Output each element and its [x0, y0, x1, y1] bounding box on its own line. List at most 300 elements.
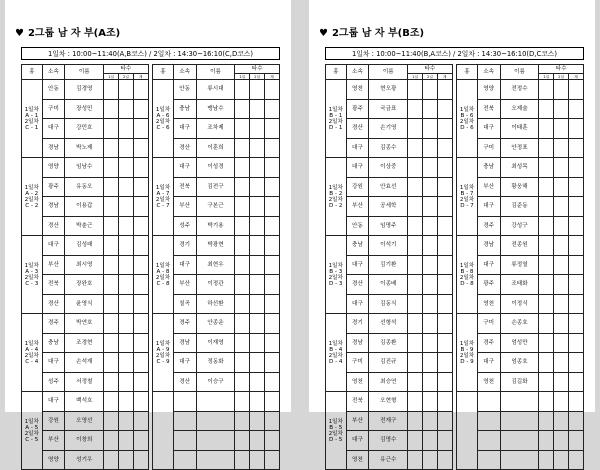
score-total-cell [569, 80, 584, 100]
player-region: 광주 [477, 275, 500, 295]
player-region: 부산 [477, 177, 500, 197]
player-name [196, 450, 235, 470]
score-day1-cell [539, 197, 554, 217]
score-total-cell [265, 80, 280, 100]
group-label-line: 2일차 [328, 352, 343, 359]
group-label-line: 2일차 [24, 118, 39, 125]
player-name: 엄종호 [500, 353, 539, 373]
player-region: 대구 [346, 138, 369, 158]
col-header-round1: 1일 [235, 74, 250, 80]
score-day2-cell [554, 197, 569, 217]
player-region: 경주 [477, 216, 500, 236]
score-day2-cell [119, 197, 134, 217]
player-region: 영천 [346, 450, 369, 470]
heart-icon: ♥ [15, 28, 24, 39]
header-row [22, 65, 280, 74]
score-day1-cell [539, 450, 554, 470]
score-day2-cell [554, 80, 569, 100]
player-region: 충남 [477, 158, 500, 178]
group-label-line: C - 4 [25, 358, 39, 365]
score-day2-cell [250, 158, 265, 178]
score-total-cell [265, 392, 280, 412]
player-name: 이승구 [196, 372, 235, 392]
player-name: 윤영식 [65, 294, 104, 314]
col-header-region: 소속 [346, 65, 369, 80]
player-region: 충남 [173, 99, 196, 119]
group-label-line: 2일차 [24, 274, 39, 281]
group-label-line: 1일차 [328, 106, 343, 113]
player-region: 대구 [346, 294, 369, 314]
player-name: 공세학 [369, 197, 408, 217]
player-region: 전북 [346, 392, 369, 412]
score-day1-cell [235, 197, 250, 217]
score-day2-cell [554, 314, 569, 334]
score-day1-cell [235, 372, 250, 392]
score-day2-cell [423, 431, 438, 451]
score-total-cell [133, 372, 148, 392]
group-label-line: 1일차 [459, 184, 475, 191]
player-region: 안동 [42, 80, 65, 100]
score-day2-cell [423, 216, 438, 236]
score-day2-cell [554, 392, 569, 412]
player-region: 강원 [42, 411, 65, 431]
player-region: 영양 [42, 158, 65, 178]
group-label [153, 314, 174, 392]
col-header-total: 계 [133, 74, 148, 80]
group-label-line: B - 8 [460, 268, 474, 275]
score-day1-cell [408, 177, 423, 197]
col-header-region: 소속 [173, 65, 196, 80]
player-region: 광주 [42, 177, 65, 197]
score-total-cell [265, 138, 280, 158]
group-label-line: 1일차 [155, 106, 171, 113]
player-region: 경주 [477, 333, 500, 353]
score-day1-cell [104, 99, 119, 119]
group-label-line: 2일차 [459, 352, 475, 359]
score-day2-cell [423, 236, 438, 256]
group-label [457, 392, 478, 470]
score-total-cell [569, 294, 584, 314]
score-day1-cell [104, 294, 119, 314]
player-name: 박춘근 [65, 216, 104, 236]
score-day2-cell [250, 294, 265, 314]
group-label [457, 158, 478, 236]
player-name: 유동오 [65, 177, 104, 197]
score-total-cell [133, 314, 148, 334]
player-name: 현오광 [369, 80, 408, 100]
player-name [196, 411, 235, 431]
score-total-cell [133, 119, 148, 139]
score-day1-cell [104, 177, 119, 197]
group-label-line: 1일차 [328, 262, 343, 269]
score-total-cell [569, 216, 584, 236]
player-name: 김전구 [196, 177, 235, 197]
score-day2-cell [119, 353, 134, 373]
group-label-line: 1일차 [24, 340, 39, 347]
score-total-cell [265, 431, 280, 451]
group-label [22, 392, 43, 470]
score-total-cell [437, 353, 452, 373]
score-day2-cell [423, 197, 438, 217]
score-day2-cell [119, 275, 134, 295]
player-region [477, 431, 500, 451]
score-day1-cell [235, 158, 250, 178]
player-region: 대구 [173, 158, 196, 178]
score-day1-cell [235, 392, 250, 412]
score-total-cell [265, 411, 280, 431]
player-region: 성주 [173, 216, 196, 236]
group-label-line: 2일차 [459, 274, 475, 281]
player-region: 부산 [346, 197, 369, 217]
player-name: 엄성만 [500, 333, 539, 353]
player-region: 광주 [346, 99, 369, 119]
score-day2-cell [119, 158, 134, 178]
group-label-line: 1일차 [24, 262, 39, 269]
score-total-cell [437, 372, 452, 392]
score-day1-cell [408, 450, 423, 470]
player-name: 이종배 [369, 275, 408, 295]
col-header-round2: 2일 [119, 74, 134, 80]
group-label-line: 1일차 [328, 340, 343, 347]
group-label [326, 392, 347, 470]
score-day2-cell [423, 353, 438, 373]
score-total-cell [133, 431, 148, 451]
score-day1-cell [539, 138, 554, 158]
score-total-cell [569, 450, 584, 470]
player-region [173, 411, 196, 431]
score-total-cell [133, 353, 148, 373]
group-label [153, 392, 174, 470]
player-name: 최성목 [500, 158, 539, 178]
score-day1-cell [235, 255, 250, 275]
player-region: 대구 [477, 353, 500, 373]
col-header-round2: 2일 [423, 74, 438, 80]
score-day2-cell [250, 314, 265, 334]
player-region [173, 392, 196, 412]
score-total-cell [265, 450, 280, 470]
player-name: 임남수 [65, 158, 104, 178]
score-day2-cell [119, 431, 134, 451]
player-name: 이재영 [196, 333, 235, 353]
score-day2-cell [423, 255, 438, 275]
score-day2-cell [250, 197, 265, 217]
player-region: 경산 [173, 138, 196, 158]
player-name: 류시대 [196, 80, 235, 100]
score-day1-cell [235, 275, 250, 295]
score-total-cell [437, 119, 452, 139]
score-day2-cell [554, 119, 569, 139]
player-region: 부산 [42, 255, 65, 275]
player-region: 칠곡 [173, 294, 196, 314]
score-day2-cell [250, 216, 265, 236]
score-day2-cell [119, 450, 134, 470]
player-region: 안동 [173, 80, 196, 100]
player-name: 이석기 [369, 236, 408, 256]
group-label-line: C - 7 [156, 202, 170, 209]
player-name: 김경영 [65, 80, 104, 100]
score-day2-cell [119, 392, 134, 412]
player-region [173, 431, 196, 451]
score-day2-cell [119, 177, 134, 197]
player-region: 전북 [173, 177, 196, 197]
group-label [457, 80, 478, 158]
player-name: 선형석 [369, 314, 408, 334]
score-day2-cell [250, 411, 265, 431]
group-label-line: 2일차 [155, 352, 171, 359]
score-total-cell [569, 275, 584, 295]
score-total-cell [265, 255, 280, 275]
group-label-line: A - 9 [156, 346, 170, 353]
score-total-cell [569, 177, 584, 197]
page-title: ♥ 2그룹 남 자 부(A조) [15, 28, 121, 39]
score-total-cell [569, 236, 584, 256]
player-region: 경산 [42, 216, 65, 236]
score-total-cell [437, 411, 452, 431]
document-page-b [309, 0, 595, 463]
group-label-line: C - 6 [156, 124, 170, 131]
score-day2-cell [250, 99, 265, 119]
group-label-line: 1일차 [155, 184, 171, 191]
group-label-line: C - 9 [156, 358, 170, 365]
score-day1-cell [408, 236, 423, 256]
score-day1-cell [539, 333, 554, 353]
score-day2-cell [250, 450, 265, 470]
group-label-line: 2일차 [155, 196, 171, 203]
player-name: 김준동 [500, 197, 539, 217]
player-name: 김동식 [369, 294, 408, 314]
player-region: 대구 [173, 353, 196, 373]
score-day1-cell [235, 119, 250, 139]
player-name: 박광현 [196, 236, 235, 256]
score-day2-cell [119, 216, 134, 236]
score-total-cell [569, 372, 584, 392]
player-region: 부산 [42, 431, 65, 451]
score-total-cell [133, 450, 148, 470]
player-name: 최승연 [369, 372, 408, 392]
player-name: 이훈희 [196, 138, 235, 158]
player-name: 최현우 [196, 255, 235, 275]
score-day1-cell [408, 431, 423, 451]
score-total-cell [437, 216, 452, 236]
score-day1-cell [104, 353, 119, 373]
group-label-line: A - 5 [25, 424, 39, 431]
score-day2-cell [119, 333, 134, 353]
score-total-cell [265, 314, 280, 334]
group-label-line: 1일차 [155, 262, 171, 269]
player-region: 영천 [346, 372, 369, 392]
player-name [500, 411, 539, 431]
player-region: 대구 [42, 392, 65, 412]
player-region: 영천 [477, 294, 500, 314]
score-day1-cell [104, 450, 119, 470]
score-total-cell [569, 333, 584, 353]
group-label-line: A - 6 [156, 112, 170, 119]
heart-icon: ♥ [319, 28, 328, 39]
score-total-cell [133, 294, 148, 314]
group-label-line: B - 5 [329, 424, 343, 431]
score-total-cell [133, 275, 148, 295]
group-label [22, 158, 43, 236]
score-day1-cell [539, 392, 554, 412]
score-total-cell [437, 255, 452, 275]
col-header-round2: 2일 [554, 74, 569, 80]
schedule-box: 1일차 : 10:00~11:40(A,B코스) / 2일차 : 14:30~16:10(C,D코스) [21, 47, 280, 60]
player-name: 손종호 [500, 314, 539, 334]
score-day2-cell [119, 138, 134, 158]
score-total-cell [437, 392, 452, 412]
score-day1-cell [539, 431, 554, 451]
player-region [477, 450, 500, 470]
player-region: 구미 [42, 99, 65, 119]
player-name: 황웅해 [500, 177, 539, 197]
group-label-line: 1일차 [155, 340, 171, 347]
score-day1-cell [104, 197, 119, 217]
score-total-cell [133, 411, 148, 431]
score-total-cell [133, 158, 148, 178]
score-day1-cell [235, 314, 250, 334]
player-name [500, 431, 539, 451]
score-day1-cell [408, 392, 423, 412]
player-name: 이용갑 [65, 197, 104, 217]
score-day2-cell [250, 431, 265, 451]
schedule-box: 1일차 : 10:00~11:40(B,A코스) / 2일차 : 14:30~16:10(D,C코스) [325, 47, 584, 60]
score-day2-cell [554, 411, 569, 431]
col-header-seq: 홍 [153, 65, 174, 80]
group-label-line: 2일차 [24, 352, 39, 359]
group-label [326, 236, 347, 314]
col-header-round2: 2일 [250, 74, 265, 80]
player-region: 부산 [173, 275, 196, 295]
score-total-cell [265, 353, 280, 373]
score-day2-cell [250, 236, 265, 256]
group-label-line: A - 1 [25, 112, 39, 119]
player-region: 충남 [42, 333, 65, 353]
score-day2-cell [119, 294, 134, 314]
player-name [196, 431, 235, 451]
group-label-line: D - 5 [329, 436, 343, 443]
score-day1-cell [235, 99, 250, 119]
player-region: 성주 [42, 372, 65, 392]
score-total-cell [133, 138, 148, 158]
score-total-cell [437, 275, 452, 295]
score-day1-cell [235, 353, 250, 373]
score-day1-cell [235, 236, 250, 256]
score-total-cell [133, 255, 148, 275]
player-name: 안정표 [500, 138, 539, 158]
player-region: 경주 [42, 314, 65, 334]
player-name: 최시영 [65, 255, 104, 275]
score-day2-cell [250, 333, 265, 353]
score-day2-cell [119, 80, 134, 100]
score-day1-cell [104, 431, 119, 451]
group-label-line: D - 4 [329, 358, 343, 365]
player-name: 맹남수 [196, 99, 235, 119]
player-name: 조태화 [500, 275, 539, 295]
score-day2-cell [554, 294, 569, 314]
score-day2-cell [119, 119, 134, 139]
player-name: 장성민 [65, 99, 104, 119]
group-label [22, 236, 43, 314]
score-day1-cell [104, 333, 119, 353]
score-day2-cell [119, 372, 134, 392]
score-day1-cell [408, 99, 423, 119]
player-name: 조경현 [65, 333, 104, 353]
score-total-cell [569, 431, 584, 451]
score-day2-cell [250, 80, 265, 100]
player-name: 서정철 [65, 372, 104, 392]
group-label-line: D - 9 [460, 358, 474, 365]
player-region: 구미 [477, 314, 500, 334]
player-name: 정동화 [196, 353, 235, 373]
score-day1-cell [408, 216, 423, 236]
group-label-line: B - 3 [329, 268, 343, 275]
col-header-total: 계 [569, 74, 584, 80]
score-total-cell [437, 431, 452, 451]
col-header-seq: 홍 [22, 65, 43, 80]
score-day2-cell [554, 372, 569, 392]
player-name: 하선환 [196, 294, 235, 314]
score-total-cell [265, 216, 280, 236]
score-day1-cell [539, 158, 554, 178]
score-day1-cell [104, 216, 119, 236]
col-header-score: 타수 [235, 65, 280, 74]
group-label-line: 2일차 [328, 430, 343, 437]
player-region: 안동 [346, 216, 369, 236]
group-label [326, 80, 347, 158]
player-region: 구미 [346, 353, 369, 373]
group-label [22, 314, 43, 392]
score-day1-cell [539, 314, 554, 334]
score-total-cell [569, 99, 584, 119]
score-day1-cell [539, 275, 554, 295]
group-label-line: A - 8 [156, 268, 170, 275]
player-region: 경산 [346, 119, 369, 139]
score-day1-cell [408, 353, 423, 373]
player-region [173, 450, 196, 470]
player-name: 장완호 [65, 275, 104, 295]
score-total-cell [265, 158, 280, 178]
player-region: 대구 [173, 119, 196, 139]
score-day1-cell [539, 99, 554, 119]
player-region: 영양 [477, 80, 500, 100]
score-day1-cell [408, 333, 423, 353]
score-day2-cell [554, 138, 569, 158]
score-day2-cell [554, 450, 569, 470]
player-region: 대구 [477, 197, 500, 217]
player-name [500, 392, 539, 412]
score-day1-cell [104, 119, 119, 139]
group-label-line: C - 3 [25, 280, 39, 287]
col-header-name: 이름 [369, 65, 408, 80]
player-region: 대구 [477, 255, 500, 275]
player-region: 경산 [346, 275, 369, 295]
col-header-score: 타수 [104, 65, 148, 74]
score-day2-cell [119, 411, 134, 431]
player-region: 대구 [346, 255, 369, 275]
score-total-cell [133, 216, 148, 236]
player-name: 전재구 [369, 411, 408, 431]
player-name: 류정열 [500, 255, 539, 275]
score-day2-cell [423, 99, 438, 119]
player-region: 대구 [42, 236, 65, 256]
player-name: 국금표 [369, 99, 408, 119]
col-header-name: 이름 [500, 65, 539, 80]
player-name: 이성경 [196, 158, 235, 178]
score-day2-cell [423, 275, 438, 295]
group-label [153, 158, 174, 236]
score-total-cell [133, 99, 148, 119]
score-day2-cell [423, 177, 438, 197]
